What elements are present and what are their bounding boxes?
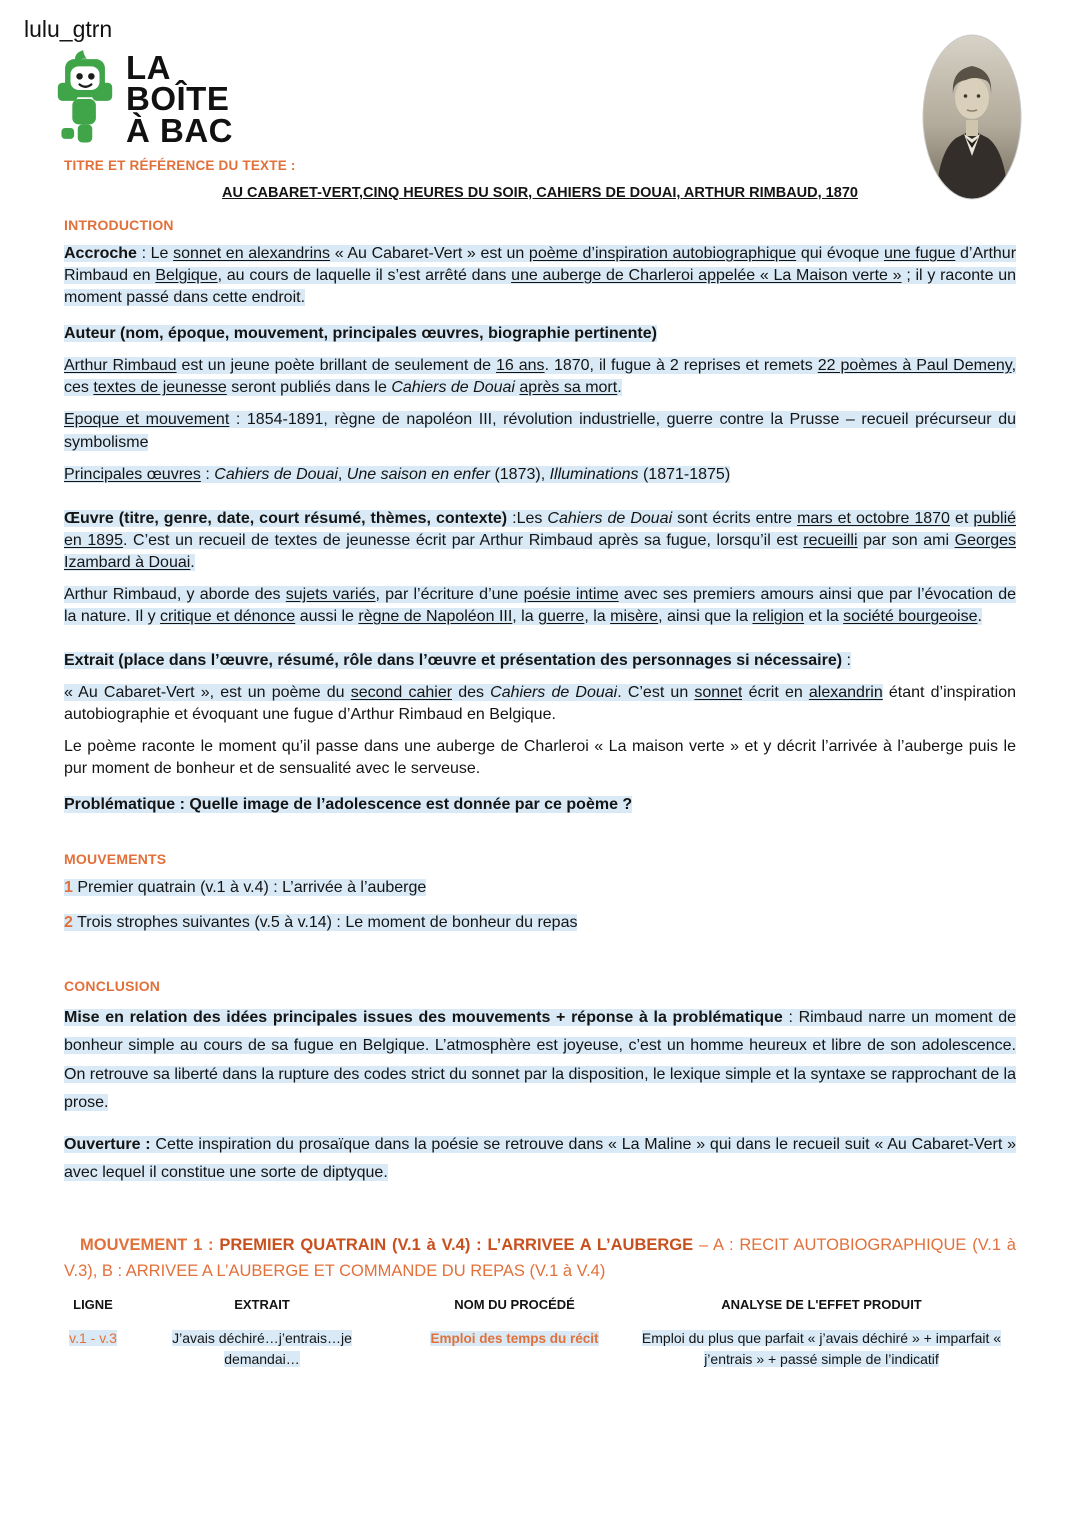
cell-extrait: J’avais déchiré…j’entrais…je demandai… bbox=[172, 1329, 352, 1367]
extrait-heading: Extrait (place dans l’œuvre, résumé, rôle dans l’œuvre et présentation des personnages si nécessaire) : bbox=[64, 652, 851, 670]
table-header-ligne: LIGNE bbox=[73, 1296, 113, 1312]
mouvement-item-2: 2 Trois strophes suivantes (v.5 à v.14) : Le moment de bonheur du repas bbox=[64, 913, 578, 931]
logo bbox=[56, 48, 1016, 150]
mouvement1-title: MOUVEMENT 1 : PREMIER QUATRAIN (V.1 à V.4) : L’ARRIVEE A L’AUBERGE – A : RECIT AUTOBIOGRAPHIQUE (V.1 à V.3), B : ARRIVEE A L’AUBERGE ET COMMANDE DU REPAS (V.1 à V.4) bbox=[64, 1235, 1016, 1281]
logo-text bbox=[126, 48, 233, 149]
oeuvre-paragraph: Œuvre (titre, genre, date, court résumé, thèmes, contexte) :Les Cahiers de Douai sont écrits entre mars et octobre 1870 et publié en 1895. C’est un recueil de textes de jeunesse écrit par Arthur Rimbaud après sa fugue, lorsqu’il est recueilli par son ami Georges Izambard à Douai. bbox=[64, 509, 1017, 571]
accroche-paragraph: Accroche : Le sonnet en alexandrins « Au Cabaret-Vert » est un poème d’inspiration autobiographique qui évoque une fugue d’Arthur Rimbaud en Belgique, au cours de laquelle il s’est arrêté dans une auberge de Charleroi appelée « La Maison verte » ; il y raconte un moment passé dans cette endroit. bbox=[64, 245, 1017, 307]
table-header-analyse: ANALYSE DE L'EFFET PRODUIT bbox=[721, 1296, 922, 1312]
analysis-table bbox=[64, 1297, 1016, 1370]
logo-line-3: À BAC bbox=[126, 111, 233, 149]
logo-line-2: BOÎTE bbox=[126, 80, 230, 118]
principales-oeuvres-paragraph: Principales œuvres : Cahiers de Douai, Une saison en enfer (1873), Illuminations (1871-1875) bbox=[64, 465, 731, 483]
analysis-table-header-row bbox=[64, 1297, 1016, 1328]
conclusion-heading: CONCLUSION bbox=[64, 977, 161, 994]
cell-ligne: v.1 - v.3 bbox=[69, 1329, 117, 1346]
table-row bbox=[64, 1328, 1016, 1370]
cell-procede: Emploi des temps du récit bbox=[430, 1330, 599, 1346]
mise-en-relation-paragraph: Mise en relation des idées principales issues des mouvements + réponse à la problématique : Rimbaud narre un moment de bonheur simple au cours de sa fugue en Belgique. L’atmosphère est joyeuse, c’est un homme heureux et libre de son adolescence. On retrouve sa liberté dans la rupture des codes strict du sonnet par la disposition, le lexique simple et la syntaxe se rapprochant de la prose. bbox=[64, 1008, 1017, 1112]
auteur-heading: Auteur (nom, époque, mouvement, principales œuvres, biographie pertinente) bbox=[64, 325, 657, 343]
problematique-paragraph: Problématique : Quelle image de l’adolescence est donnée par ce poème ? bbox=[64, 796, 633, 814]
extrait-resume-paragraph-2: Le poème raconte le moment qu’il passe dans une auberge de Charleroi « La maison verte » et y décrit l’arrivée à l’auberge puis le pur moment de bonheur et de sensualité avec le serveuse. bbox=[64, 738, 1016, 778]
table-header-extrait: EXTRAIT bbox=[234, 1296, 290, 1312]
ouverture-paragraph: Ouverture : Cette inspiration du prosaïque dans la poésie se retrouve dans « La Maline » qui dans le recueil suit « Au Cabaret-Vert » avec lequel il constitue une sorte de diptyque. bbox=[64, 1135, 1016, 1182]
doc-title: AU CABARET-VERT,CINQ HEURES DU SOIR, CAHIERS DE DOUAI, ARTHUR RIMBAUD, 1870 bbox=[222, 185, 858, 201]
rimbaud-portrait bbox=[922, 34, 1022, 200]
rimbaud-portrait-image bbox=[922, 34, 1022, 200]
oeuvre-themes-paragraph: Arthur Rimbaud, y aborde des sujets variés, par l’écriture d’une poésie intime avec ses premiers amours ainsi que par l’évocation de la nature. Il y critique et dénonce aussi le règne de Napoléon III, la guerre, la misère, ainsi que la religion et la société bourgeoise. bbox=[64, 585, 1017, 626]
logo-line-1: LA bbox=[126, 48, 171, 86]
mouvements-heading: MOUVEMENTS bbox=[64, 850, 167, 867]
username: lulu_gtrn bbox=[24, 16, 113, 42]
cell-analyse: Emploi du plus que parfait « j’avais déchiré » + imparfait « j’entrais » + passé simple de l’indicatif bbox=[641, 1329, 1002, 1367]
extrait-resume-paragraph-1: « Au Cabaret-Vert », est un poème du second cahier des Cahiers de Douai. C’est un sonnet écrit en alexandrin étant d’inspiration autobiographie et évoquant une fugue d’Arthur Rimbaud en Belgique. bbox=[64, 684, 1017, 724]
title-reference-label: TITRE ET RÉFÉRENCE DU TEXTE : bbox=[64, 158, 296, 173]
introduction-heading: INTRODUCTION bbox=[64, 217, 174, 233]
auteur-bio-paragraph: Arthur Rimbaud est un jeune poète brillant de seulement de 16 ans. 1870, il fugue à 2 reprises et remets 22 poèmes à Paul Demeny, ces textes de jeunesse seront publiés dans le Cahiers de Douai après sa mort. bbox=[64, 357, 1017, 397]
mouvement-item-1: 1 Premier quatrain (v.1 à v.4) : L’arrivée à l’auberge bbox=[64, 878, 427, 896]
table-header-procede: NOM DU PROCÉDÉ bbox=[454, 1296, 575, 1312]
laboiteabac-logo-icon bbox=[56, 48, 114, 150]
epoque-mouvement-paragraph: Epoque et mouvement : 1854-1891, règne de napoléon III, révolution industrielle, guerre contre la Prusse – recueil précurseur du symbolisme bbox=[64, 411, 1016, 451]
